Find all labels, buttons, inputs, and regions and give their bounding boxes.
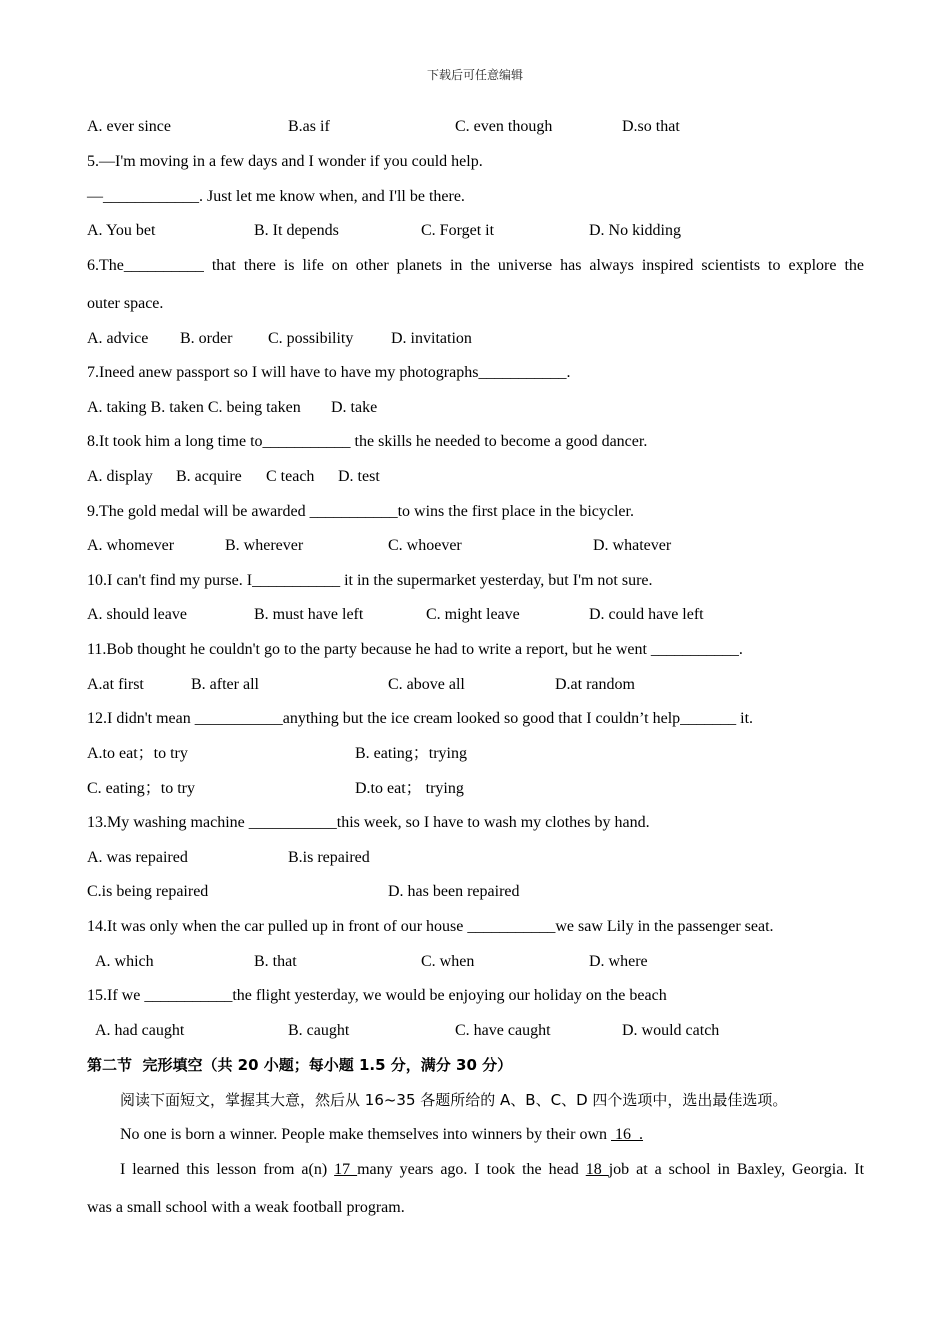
q5-option-d: D. No kidding (589, 222, 681, 239)
q12-option-a: A.to eat；to try (87, 745, 188, 762)
q8-option-c: C teach (266, 468, 315, 485)
q11-stem: 11.Bob thought he couldn't go to the party because he had to write a report, but he went ___________. (87, 641, 743, 658)
q6-stem-line2: outer space. (87, 295, 164, 312)
page-header: 下载后可任意编辑 (426, 68, 523, 82)
q4-option-a: A. ever since (87, 118, 171, 135)
passage-paragraph-1 (120, 1125, 643, 1145)
q10-option-b: B. must have left (254, 606, 364, 623)
q11-option-a: A.at first (87, 676, 144, 693)
passage-paragraph-2-line1 (120, 1160, 864, 1180)
q4-option-c: C. even though (455, 118, 553, 135)
q4-option-d: D.so that (622, 118, 680, 135)
q8-stem: 8.It took him a long time to___________ the skills he needed to become a good dancer. (87, 433, 648, 450)
q15-option-a: A. had caught (95, 1022, 185, 1039)
q9-option-a: A. whomever (87, 537, 175, 554)
section2-instruction: 阅读下面短文，掌握其大意，然后从 16~35 各题所给的 A、B、C、D 四个选项中，选出最佳选项。 (120, 1091, 788, 1109)
q6-option-d: D. invitation (391, 330, 472, 347)
q6-option-b: B. order (180, 330, 233, 347)
q9-stem: 9.The gold medal will be awarded ___________to wins the first place in the bicycler. (87, 503, 634, 520)
q13-option-c: C.is being repaired (87, 883, 209, 900)
q7-option-d: D. take (331, 399, 378, 416)
q14-option-c: C. when (421, 953, 475, 970)
q11-option-c: C. above all (388, 676, 465, 693)
q11-option-b: B. after all (191, 676, 259, 693)
q13-option-d: D. has been repaired (388, 883, 520, 900)
passage-p1-text: No one is born a winner. People make themselves into winners by their own (120, 1126, 612, 1143)
q10-option-a: A. should leave (87, 606, 187, 623)
q12-option-b: B. eating；trying (355, 745, 467, 762)
q14-stem: 14.It was only when the car pulled up in front of our house ___________we saw Lily in the passenger seat. (87, 918, 774, 935)
q10-option-d: D. could have left (589, 606, 704, 623)
q5-option-c: C. Forget it (421, 222, 495, 239)
q14-option-d: D. where (589, 953, 648, 970)
q5-stem: 5.—I'm moving in a few days and I wonder if you could help. (87, 153, 483, 170)
passage-paragraph-2-line2: was a small school with a weak football program. (87, 1199, 405, 1216)
blank-18: 18 (585, 1161, 609, 1178)
q9-option-c: C. whoever (388, 537, 462, 554)
q15-option-d: D. would catch (622, 1022, 720, 1039)
passage-p2-text-c: job at a school in Baxley, Georgia. It (608, 1161, 865, 1178)
q10-option-c: C. might leave (426, 606, 520, 623)
q12-stem: 12.I didn't mean ___________anything but the ice cream looked so good that I couldn’t help_______ it. (87, 710, 754, 727)
q8-option-a: A. display (87, 468, 153, 485)
q9-option-d: D. whatever (593, 537, 672, 554)
q6-stem-line1: 6.The__________ that there is life on other planets in the universe has always inspired scientists to explore the (87, 257, 864, 274)
q15-option-b: B. caught (288, 1022, 350, 1039)
q6-option-a: A. advice (87, 330, 149, 347)
q8-option-d: D. test (338, 468, 380, 485)
q14-option-b: B. that (254, 953, 297, 970)
q6-option-c: C. possibility (268, 330, 354, 347)
q14-option-a: A. which (95, 953, 154, 970)
q12-option-c: C. eating；to try (87, 780, 195, 797)
q5-option-a: A. You bet (87, 222, 156, 239)
q5-option-b: B. It depends (254, 222, 339, 239)
q8-option-b: B. acquire (176, 468, 242, 485)
q9-option-b: B. wherever (225, 537, 304, 554)
passage-p2-text-b: many years ago. I took the head (357, 1161, 586, 1178)
passage-p2-text-a: I learned this lesson from a(n) (120, 1161, 335, 1178)
q13-option-b: B.is repaired (288, 849, 370, 866)
q11-option-d: D.at random (555, 676, 635, 693)
q10-stem: 10.I can't find my purse. I___________ it in the supermarket yesterday, but I'm not sure. (87, 572, 653, 589)
q13-stem: 13.My washing machine ___________this week, so I have to wash my clothes by hand. (87, 814, 650, 831)
blank-16: 16 . (611, 1126, 644, 1143)
q13-option-a: A. was repaired (87, 849, 188, 866)
q7-stem: 7.Ineed anew passport so I will have to have my photographs___________. (87, 364, 571, 381)
q15-option-c: C. have caught (455, 1022, 551, 1039)
q7-options-abc: A. taking B. taken C. being taken (87, 399, 301, 416)
blank-17: 17 (334, 1161, 358, 1178)
q15-stem: 15.If we ___________the flight yesterday, we would be enjoying our holiday on the beach (87, 987, 667, 1004)
q12-option-d: D.to eat； trying (355, 780, 464, 797)
q4-option-b: B.as if (288, 118, 330, 135)
section2-title: 第二节 完形填空（共 20 小题；每小题 1.5 分，满分 30 分） (87, 1056, 513, 1074)
q5-reply: —____________. Just let me know when, and I'll be there. (87, 188, 465, 205)
